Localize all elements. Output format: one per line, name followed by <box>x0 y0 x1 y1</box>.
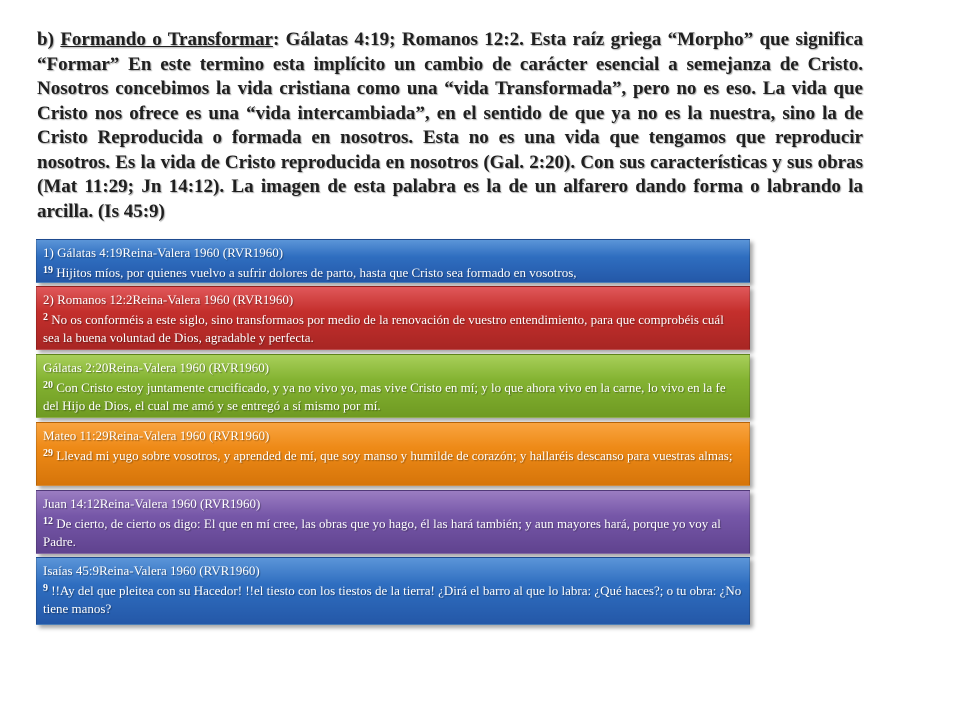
verse-number: 2 <box>43 312 48 323</box>
verse-text: Hijitos míos, por quienes vuelvo a sufrir dolores de parto, hasta que Cristo sea formado en vosotros, <box>53 265 577 280</box>
verse-number: 19 <box>43 265 53 276</box>
verse-number: 20 <box>43 380 53 391</box>
intro-paragraph <box>37 28 863 224</box>
intro-text: : Gálatas 4:19; Romanos 12:2. Esta raíz griega “Morpho” que significa “Formar” En este termino esta implícito un cambio de carácter esencial a semejanza de Cristo. Nosotros concebimos la vida cristiana como una “vida Transformada”, pero no es eso. La vida que Cristo nos ofrece es una “vida intercambiada”, en el sentido de que ya no es la nuestra, sino la de Cristo Reproducida o formada en nosotros. Esta no es una vida que tengamos que reproducir nosotros. Es la vida de Cristo reproducida en nosotros (Gal. 2:20). Con sus características y sus obras (Mat 11:29; Jn 14:12). La imagen de esta palabra es la de un alfarero dando forma o labrando la arcilla. (Is 45:9) <box>37 29 864 222</box>
verse-box-romanos-12-2 <box>36 286 750 350</box>
intro-label: b) <box>37 29 54 50</box>
verse-box-galatas-2-20 <box>36 354 750 418</box>
verse-number: 29 <box>43 448 53 459</box>
verse-reference: Isaías 45:9Reina-Valera 1960 (RVR1960) <box>43 563 260 578</box>
verse-box-mateo-11-29 <box>36 422 750 486</box>
verse-box-galatas-4-19 <box>36 239 750 283</box>
verse-text: !!Ay del que pleitea con su Hacedor! !!el tiesto con los tiestos de la tierra! ¿Dirá el barro al que lo labra: ¿Qué haces?; o tu obra: ¿No tiene manos? <box>43 583 742 616</box>
verse-reference: 1) Gálatas 4:19Reina-Valera 1960 (RVR1960) <box>43 245 284 260</box>
verse-number: 9 <box>43 583 48 594</box>
verse-reference: 2) Romanos 12:2Reina-Valera 1960 (RVR1960) <box>43 292 294 307</box>
verse-reference: Mateo 11:29Reina-Valera 1960 (RVR1960) <box>43 428 270 443</box>
verse-box-isaias-45-9 <box>36 557 750 625</box>
verse-text: Con Cristo estoy juntamente crucificado, y ya no vivo yo, mas vive Cristo en mí; y lo que ahora vivo en la carne, lo vivo en la fe del Hijo de Dios, el cual me amó y se entregó a sí mismo por mí. <box>43 380 726 413</box>
verse-text: Llevad mi yugo sobre vosotros, y aprended de mí, que soy manso y humilde de corazón; y hallaréis descanso para vuestras almas; <box>53 448 733 463</box>
intro-heading: Formando o Transformar <box>60 29 273 50</box>
verse-reference: Juan 14:12Reina-Valera 1960 (RVR1960) <box>43 496 261 511</box>
verse-number: 12 <box>43 516 53 527</box>
verse-box-juan-14-12 <box>36 490 750 554</box>
verse-reference: Gálatas 2:20Reina-Valera 1960 (RVR1960) <box>43 360 270 375</box>
verse-text: No os conforméis a este siglo, sino transformaos por medio de la renovación de vuestro entendimiento, para que comprobéis cuál sea la buena voluntad de Dios, agradable y perfecta. <box>43 312 724 345</box>
verse-text: De cierto, de cierto os digo: El que en mí cree, las obras que yo hago, él las hará también; y aun mayores hará, porque yo voy al Padre. <box>43 516 721 549</box>
